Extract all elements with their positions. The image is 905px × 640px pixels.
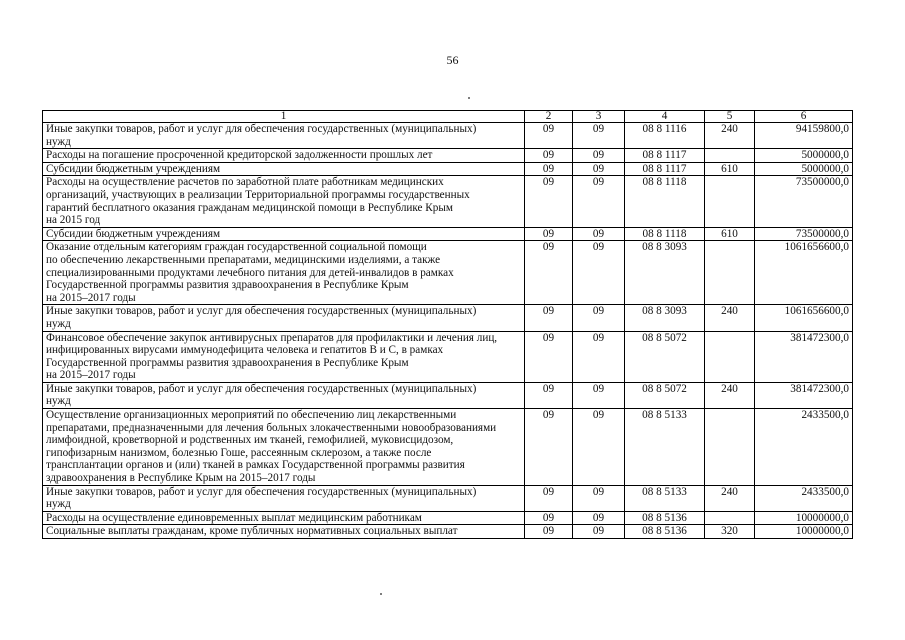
table-row <box>43 149 853 163</box>
amount-value: 94159800,0 <box>755 123 853 149</box>
target-article-code: 08 8 3093 <box>625 241 705 305</box>
subsection-code: 09 <box>573 149 625 163</box>
table-row <box>43 382 853 408</box>
amount-value: 73500000,0 <box>755 176 853 227</box>
target-article-code: 08 8 1118 <box>625 227 705 241</box>
target-article-code: 08 8 1117 <box>625 162 705 176</box>
row-name: Финансовое обеспечение закупок антивирусных препаратов для профилактики и лечения лиц, инфицированных вирусами иммунодефицита человека и гепатитов В и С, в рамках Государственной программы развития здравоохранения в Республике Крым на 2015–2017 годы <box>43 331 525 382</box>
scan-speck <box>468 97 470 99</box>
subsection-code: 09 <box>573 409 625 486</box>
section-code: 09 <box>525 176 573 227</box>
section-code: 09 <box>525 149 573 163</box>
row-name: Субсидии бюджетным учреждениям <box>43 162 525 176</box>
amount-value: 5000000,0 <box>755 149 853 163</box>
expense-type-code: 320 <box>705 525 755 539</box>
section-code: 09 <box>525 305 573 331</box>
header-row <box>43 111 853 123</box>
expense-type-code: 240 <box>705 382 755 408</box>
section-code: 09 <box>525 123 573 149</box>
row-name: Расходы на осуществление расчетов по заработной плате работникам медицинских организаций, участвующих в реализации Территориальной программы государственных гарантий бесплатного оказания гражданам медицинской помощи в Республике Крым на 2015 год <box>43 176 525 227</box>
section-code: 09 <box>525 162 573 176</box>
table-row <box>43 525 853 539</box>
subsection-code: 09 <box>573 511 625 525</box>
target-article-code: 08 8 5133 <box>625 485 705 511</box>
table-row <box>43 176 853 227</box>
row-name: Расходы на погашение просроченной кредиторской задолженности прошлых лет <box>43 149 525 163</box>
amount-value: 73500000,0 <box>755 227 853 241</box>
subsection-code: 09 <box>573 123 625 149</box>
target-article-code: 08 8 3093 <box>625 305 705 331</box>
row-name: Иные закупки товаров, работ и услуг для обеспечения государственных (муниципальных) нужд <box>43 485 525 511</box>
table-row <box>43 511 853 525</box>
column-header: 4 <box>625 111 705 123</box>
expense-type-code <box>705 241 755 305</box>
subsection-code: 09 <box>573 227 625 241</box>
column-header: 6 <box>755 111 853 123</box>
subsection-code: 09 <box>573 241 625 305</box>
column-header: 1 <box>43 111 525 123</box>
section-code: 09 <box>525 331 573 382</box>
column-header: 3 <box>573 111 625 123</box>
row-name: Субсидии бюджетным учреждениям <box>43 227 525 241</box>
target-article-code: 08 8 5072 <box>625 382 705 408</box>
row-name: Иные закупки товаров, работ и услуг для обеспечения государственных (муниципальных) нужд <box>43 123 525 149</box>
target-article-code: 08 8 1118 <box>625 176 705 227</box>
row-name: Осуществление организационных мероприятий по обеспечению лиц лекарственными препаратами, предназначенными для лечения больных злокачественными новообразованиями лимфоидной, кроветворной и родственных им тканей, гемофилией, муковисцидозом, гипофизарным нанизмом, болезнью Гоше, рассеянным склерозом, а также после трансплантации органов и (или) тканей в рамках Государственной программы развития здравоохранения в Республике Крым на 2015–2017 годы <box>43 409 525 486</box>
table-row <box>43 241 853 305</box>
amount-value: 2433500,0 <box>755 485 853 511</box>
page-number: 56 <box>446 53 459 67</box>
target-article-code: 08 8 5072 <box>625 331 705 382</box>
expense-type-code <box>705 176 755 227</box>
table-body <box>43 123 853 539</box>
subsection-code: 09 <box>573 305 625 331</box>
section-code: 09 <box>525 241 573 305</box>
row-name: Иные закупки товаров, работ и услуг для обеспечения государственных (муниципальных) нужд <box>43 305 525 331</box>
expense-type-code: 610 <box>705 162 755 176</box>
budget-table <box>42 110 853 539</box>
target-article-code: 08 8 1116 <box>625 123 705 149</box>
target-article-code: 08 8 1117 <box>625 149 705 163</box>
table-row <box>43 227 853 241</box>
expense-type-code <box>705 409 755 486</box>
expense-type-code: 610 <box>705 227 755 241</box>
amount-value: 381472300,0 <box>755 382 853 408</box>
section-code: 09 <box>525 511 573 525</box>
table-row <box>43 305 853 331</box>
row-name: Оказание отдельным категориям граждан государственной социальной помощи по обеспечению лекарственными препаратами, медицинскими изделиями, а также специализированными продуктами лечебного питания для детей-инвалидов в рамках Государственной программы развития здравоохранения в Республике Крым на 2015–2017 годы <box>43 241 525 305</box>
table-row <box>43 409 853 486</box>
subsection-code: 09 <box>573 331 625 382</box>
amount-value: 10000000,0 <box>755 525 853 539</box>
expense-type-code: 240 <box>705 305 755 331</box>
row-name: Иные закупки товаров, работ и услуг для обеспечения государственных (муниципальных) нужд <box>43 382 525 408</box>
subsection-code: 09 <box>573 382 625 408</box>
target-article-code: 08 8 5133 <box>625 409 705 486</box>
amount-value: 5000000,0 <box>755 162 853 176</box>
target-article-code: 08 8 5136 <box>625 525 705 539</box>
subsection-code: 09 <box>573 176 625 227</box>
scan-speck <box>380 593 382 595</box>
target-article-code: 08 8 5136 <box>625 511 705 525</box>
row-name: Расходы на осуществление единовременных выплат медицинским работникам <box>43 511 525 525</box>
subsection-code: 09 <box>573 162 625 176</box>
table-row <box>43 123 853 149</box>
section-code: 09 <box>525 409 573 486</box>
section-code: 09 <box>525 227 573 241</box>
expense-type-code: 240 <box>705 123 755 149</box>
table-row <box>43 485 853 511</box>
column-header: 2 <box>525 111 573 123</box>
table-row <box>43 331 853 382</box>
subsection-code: 09 <box>573 485 625 511</box>
expense-type-code <box>705 331 755 382</box>
amount-value: 10000000,0 <box>755 511 853 525</box>
column-header: 5 <box>705 111 755 123</box>
expense-type-code <box>705 149 755 163</box>
amount-value: 381472300,0 <box>755 331 853 382</box>
section-code: 09 <box>525 485 573 511</box>
section-code: 09 <box>525 382 573 408</box>
table-row <box>43 162 853 176</box>
expense-type-code: 240 <box>705 485 755 511</box>
amount-value: 1061656600,0 <box>755 305 853 331</box>
section-code: 09 <box>525 525 573 539</box>
subsection-code: 09 <box>573 525 625 539</box>
row-name: Социальные выплаты гражданам, кроме публичных нормативных социальных выплат <box>43 525 525 539</box>
amount-value: 2433500,0 <box>755 409 853 486</box>
expense-type-code <box>705 511 755 525</box>
amount-value: 1061656600,0 <box>755 241 853 305</box>
